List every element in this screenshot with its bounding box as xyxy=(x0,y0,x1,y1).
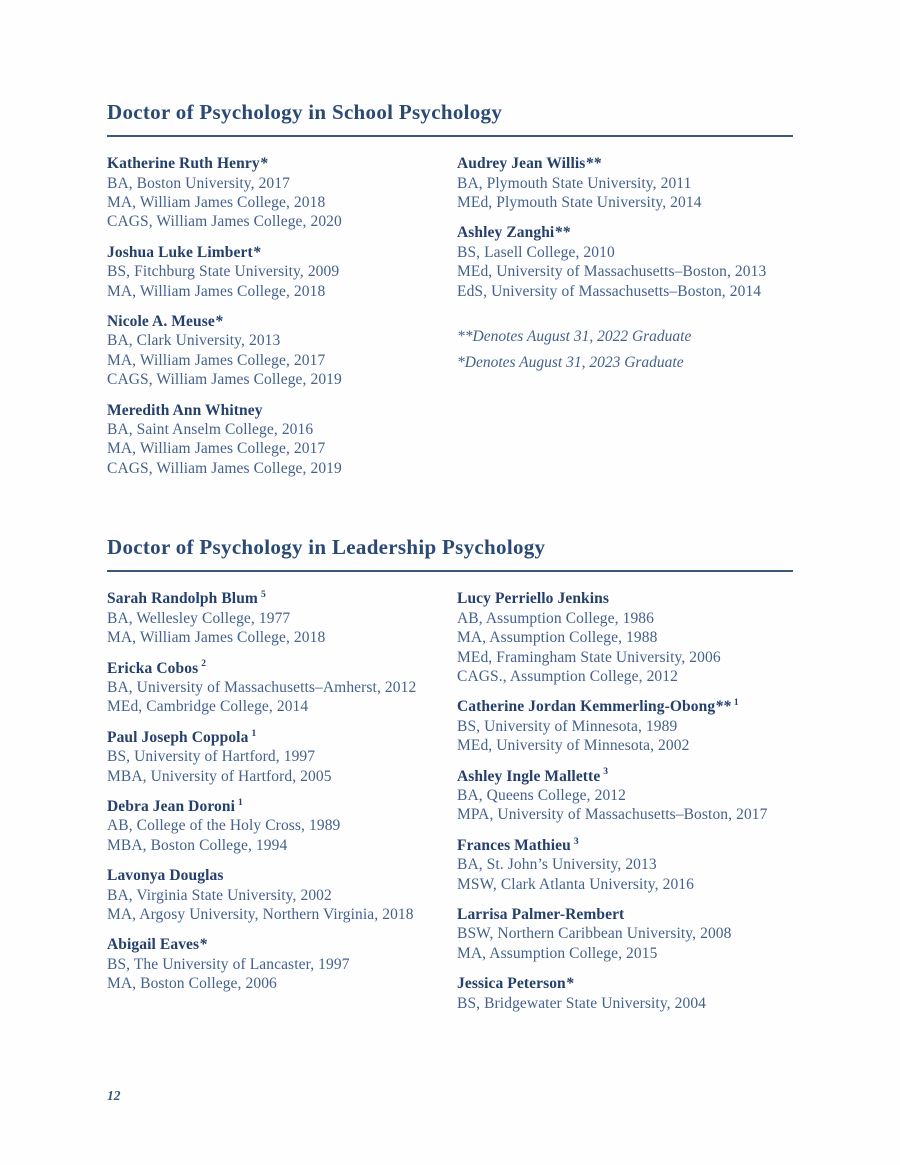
graduate-entry xyxy=(457,697,793,755)
column xyxy=(457,154,793,489)
graduate-entry xyxy=(107,659,457,717)
graduate-footnote-number: 1 xyxy=(251,728,257,739)
graduate-entry xyxy=(107,312,457,390)
degree-line: CAGS., Assumption College, 2012 xyxy=(457,668,678,685)
degree-line: MA, Assumption College, 2015 xyxy=(457,944,658,962)
graduate-name xyxy=(457,223,793,242)
graduate-entry xyxy=(107,935,457,993)
degree-section xyxy=(107,535,793,1024)
degree-line: BA, Saint Anselm College, 2016 xyxy=(107,421,314,439)
degree-line: MBA, Boston College, 1994 xyxy=(107,836,288,854)
graduate-name xyxy=(457,905,793,924)
graduate-name-text: Audrey Jean Willis xyxy=(457,155,586,173)
degree-line: MEd, Framingham State University, 2006 xyxy=(457,648,721,666)
degree-line: MEd, Plymouth State University, 2014 xyxy=(457,193,702,211)
degree-line: BA, Boston University, 2017 xyxy=(107,174,290,192)
graduate-footnote-number: 1 xyxy=(238,797,243,808)
graduate-entry xyxy=(457,589,793,686)
section-title: Doctor of Psychology in School Psychology xyxy=(107,100,503,124)
graduate-name-text: Sarah Randolph Blum xyxy=(107,590,258,608)
graduate-entry xyxy=(107,797,457,855)
graduate-name xyxy=(457,697,793,716)
graduate-name xyxy=(107,728,457,747)
graduate-entry xyxy=(457,154,793,212)
graduate-mark: ** xyxy=(585,155,602,173)
degree-line: BS, Lasell College, 2010 xyxy=(457,243,615,261)
degree-line: BS, The University of Lancaster, 1997 xyxy=(107,955,350,973)
graduate-name-text: Lucy Perriello Jenkins xyxy=(457,590,610,608)
graduate-name xyxy=(457,974,793,993)
column xyxy=(107,154,457,489)
degree-line: MA, William James College, 2017 xyxy=(107,440,326,458)
degree-line: MEd, Cambridge College, 2014 xyxy=(107,698,309,716)
graduate-mark: * xyxy=(259,155,268,173)
degree-line: BA, Virginia State University, 2002 xyxy=(107,886,332,904)
graduate-name-text: Ashley Zanghi xyxy=(457,224,555,242)
graduate-name-text: Jessica Peterson xyxy=(457,975,566,993)
graduate-name-text: Ashley Ingle Mallette xyxy=(457,767,601,785)
degree-line: BA, Queens College, 2012 xyxy=(457,787,627,805)
footnote-line: **Denotes August 31, 2022 Graduate xyxy=(457,327,692,345)
graduate-mark: ** xyxy=(554,224,571,242)
degree-line: MSW, Clark Atlanta University, 2016 xyxy=(457,875,694,893)
graduate-name xyxy=(457,836,793,855)
graduate-mark: * xyxy=(214,312,223,330)
degree-line: BA, Wellesley College, 1977 xyxy=(107,609,291,627)
graduate-name-text: Meredith Ann Whitney xyxy=(107,401,263,419)
graduate-mark: * xyxy=(565,975,574,993)
degree-line: MA, Assumption College, 1988 xyxy=(457,629,658,647)
graduate-entry xyxy=(457,905,793,963)
degree-line: MA, Argosy University, Northern Virginia, 2018 xyxy=(107,906,414,924)
degree-line: MA, Boston College, 2006 xyxy=(107,975,277,993)
graduate-name xyxy=(107,154,457,173)
graduate-entry xyxy=(107,154,457,232)
graduate-name-text: Joshua Luke Limbert xyxy=(107,243,253,261)
degree-line: MA, William James College, 2018 xyxy=(107,282,326,300)
graduate-name-text: Larrisa Palmer-Rembert xyxy=(457,906,625,924)
degree-line: MA, William James College, 2018 xyxy=(107,193,326,211)
degree-line: BA, Clark University, 2013 xyxy=(107,332,281,350)
graduate-entry xyxy=(457,767,793,825)
graduate-entry xyxy=(107,728,457,786)
footnote-legend xyxy=(457,328,793,372)
graduate-footnote-number: 3 xyxy=(603,767,609,778)
degree-line: BA, Plymouth State University, 2011 xyxy=(457,174,692,192)
graduate-entry xyxy=(107,243,457,301)
degree-line: MEd, University of Minnesota, 2002 xyxy=(457,737,690,755)
graduate-name xyxy=(457,154,793,173)
graduate-name xyxy=(107,243,457,262)
graduate-name-text: Frances Mathieu xyxy=(457,836,571,854)
graduate-name xyxy=(107,312,457,331)
graduate-name-text: Lavonya Douglas xyxy=(107,867,224,885)
degree-line: BS, University of Hartford, 1997 xyxy=(107,748,316,766)
graduate-name xyxy=(107,659,457,678)
degree-line: AB, College of the Holy Cross, 1989 xyxy=(107,817,341,835)
degree-line: CAGS, William James College, 2020 xyxy=(107,213,342,231)
graduate-name xyxy=(107,797,457,816)
graduate-name-text: Debra Jean Doroni xyxy=(107,798,235,816)
graduate-name-text: Paul Joseph Coppola xyxy=(107,728,249,746)
graduate-name xyxy=(107,866,457,885)
graduate-entry xyxy=(457,974,793,1013)
graduate-name xyxy=(107,401,457,420)
graduate-entry xyxy=(107,589,457,647)
graduate-name xyxy=(457,589,793,608)
graduate-name-text: Nicole A. Meuse xyxy=(107,312,215,330)
section-rule xyxy=(107,135,793,137)
graduate-footnote-number: 3 xyxy=(573,836,579,847)
graduate-footnote-number: 1 xyxy=(733,698,739,709)
degree-line: EdS, University of Massachusetts–Boston, 2014 xyxy=(457,282,762,300)
degree-line: CAGS, William James College, 2019 xyxy=(107,371,342,389)
graduate-entry xyxy=(107,401,457,479)
graduate-entry xyxy=(457,836,793,894)
section-title: Doctor of Psychology in Leadership Psychology xyxy=(107,535,546,560)
graduate-entry xyxy=(107,866,457,924)
degree-line: BSW, Northern Caribbean University, 2008 xyxy=(457,925,732,943)
graduate-name xyxy=(107,935,457,954)
graduate-name-text: Catherine Jordan Kemmerling-Obong xyxy=(457,698,716,716)
graduate-footnote-number: 2 xyxy=(201,659,207,670)
degree-line: BA, University of Massachusetts–Amherst, 2012 xyxy=(107,679,417,696)
degree-line: CAGS, William James College, 2019 xyxy=(107,459,342,477)
page-footer xyxy=(107,1087,121,1105)
graduate-footnote-number: 5 xyxy=(260,590,266,601)
graduate-name-text: Abigail Eaves xyxy=(107,936,200,954)
graduate-mark: * xyxy=(199,936,208,954)
degree-line: BS, University of Minnesota, 1989 xyxy=(457,717,678,735)
degree-line: BS, Fitchburg State University, 2009 xyxy=(107,263,340,281)
page-number: 12 xyxy=(107,1088,121,1103)
degree-line: MA, William James College, 2017 xyxy=(107,351,326,369)
two-column-list xyxy=(107,589,793,1024)
degree-line: BA, St. John’s University, 2013 xyxy=(457,856,657,874)
degree-line: AB, Assumption College, 1986 xyxy=(457,609,654,627)
degree-line: MBA, University of Hartford, 2005 xyxy=(107,767,332,785)
column xyxy=(457,589,793,1024)
graduate-name xyxy=(107,589,457,608)
column xyxy=(107,589,457,1024)
graduate-mark: ** xyxy=(715,698,731,716)
graduate-name-text: Ericka Cobos xyxy=(107,659,199,677)
graduate-name xyxy=(457,767,793,786)
degree-line: MEd, University of Massachusetts–Boston, 2013 xyxy=(457,263,767,281)
section-rule xyxy=(107,570,793,572)
two-column-list xyxy=(107,154,793,489)
degree-section xyxy=(107,100,793,489)
degree-line: BS, Bridgewater State University, 2004 xyxy=(457,994,707,1012)
sections-host xyxy=(107,100,793,1024)
degree-line: MPA, University of Massachusetts–Boston, 2017 xyxy=(457,806,768,824)
footnote-line: *Denotes August 31, 2023 Graduate xyxy=(457,353,684,371)
graduate-mark: * xyxy=(252,243,261,261)
graduate-entry xyxy=(457,223,793,301)
graduate-name-text: Katherine Ruth Henry xyxy=(107,155,260,173)
degree-line: MA, William James College, 2018 xyxy=(107,629,326,647)
